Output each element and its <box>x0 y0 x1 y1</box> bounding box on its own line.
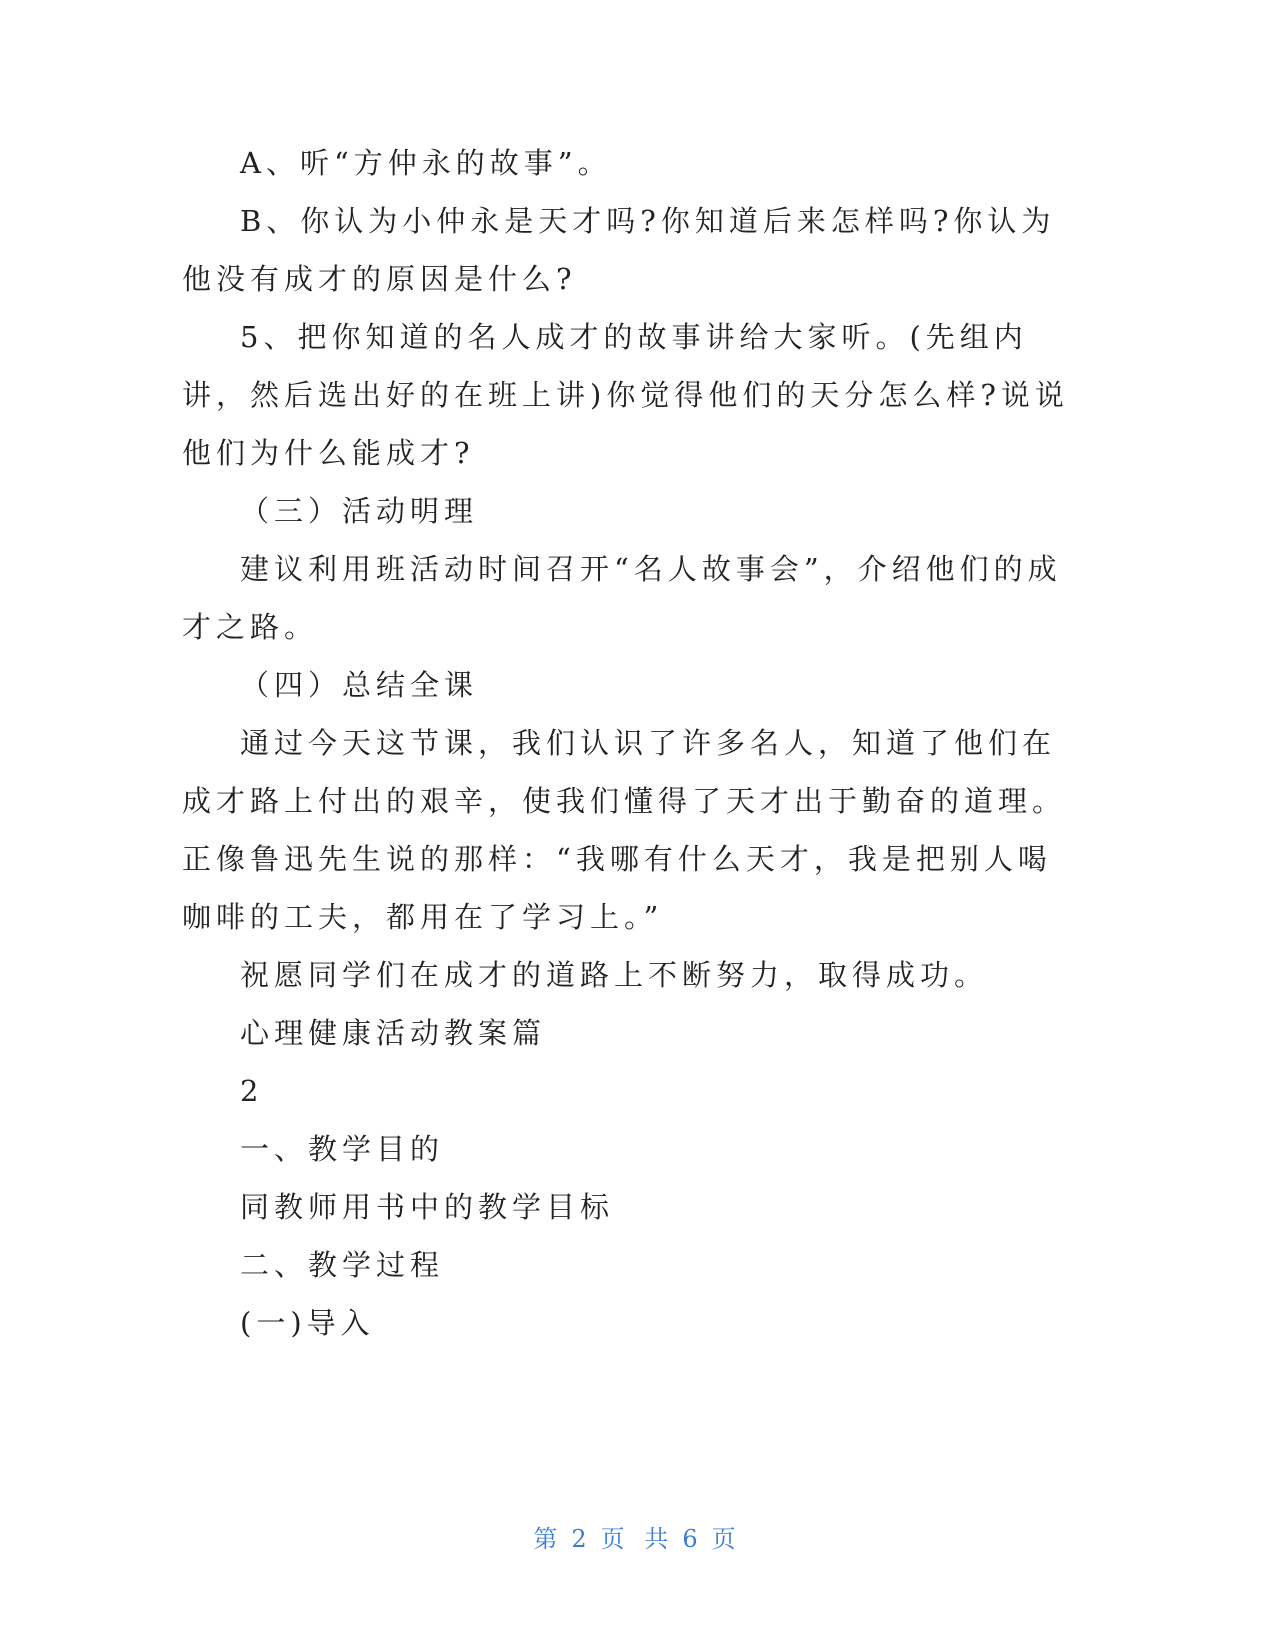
section-number: 2 <box>240 1074 264 1108</box>
paragraph-teaching-goal: 同教师用书中的教学目标 <box>240 1190 615 1224</box>
footer-suffix: 页 <box>711 1525 742 1553</box>
footer-total-pages: 6 <box>682 1525 704 1553</box>
heading-activity: （三）活动明理 <box>240 494 479 528</box>
footer-middle: 页 共 <box>600 1525 675 1553</box>
paragraph-a: A、听“方仲永的故事”。 <box>240 146 612 180</box>
section-title: 心理健康活动教案篇 <box>240 1016 547 1050</box>
paragraph-5: 5、把你知道的名人成才的故事讲给大家听。(先组内讲，然后选出好的在班上讲)你觉得他们的天分怎么样?说说他们为什么能成才? <box>182 320 1069 470</box>
paragraph-wish: 祝愿同学们在成才的道路上不断努力，取得成功。 <box>240 958 989 992</box>
heading-teaching-purpose: 一、教学目的 <box>240 1132 445 1166</box>
paragraph-suggestion: 建议利用班活动时间召开“名人故事会”，介绍他们的成才之路。 <box>182 552 1062 644</box>
footer-current-page: 2 <box>571 1525 593 1553</box>
heading-introduction: (一)导入 <box>240 1306 375 1340</box>
page-footer <box>0 1519 1275 1554</box>
footer-prefix: 第 <box>533 1525 564 1553</box>
heading-summary: （四）总结全课 <box>240 668 479 702</box>
heading-teaching-process: 二、教学过程 <box>240 1248 445 1282</box>
paragraph-b: B、你认为小仲永是天才吗?你知道后来怎样吗?你认为他没有成才的原因是什么? <box>182 204 1056 296</box>
paragraph-summary: 通过今天这节课，我们认识了许多名人，知道了他们在成才路上付出的艰辛，使我们懂得了天才出于勤奋的道理。正像鲁迅先生说的那样：“我哪有什么天才，我是把别人喝咖啡的工夫，都用在了学习上。” <box>182 726 1067 934</box>
document-body <box>182 134 1082 1352</box>
